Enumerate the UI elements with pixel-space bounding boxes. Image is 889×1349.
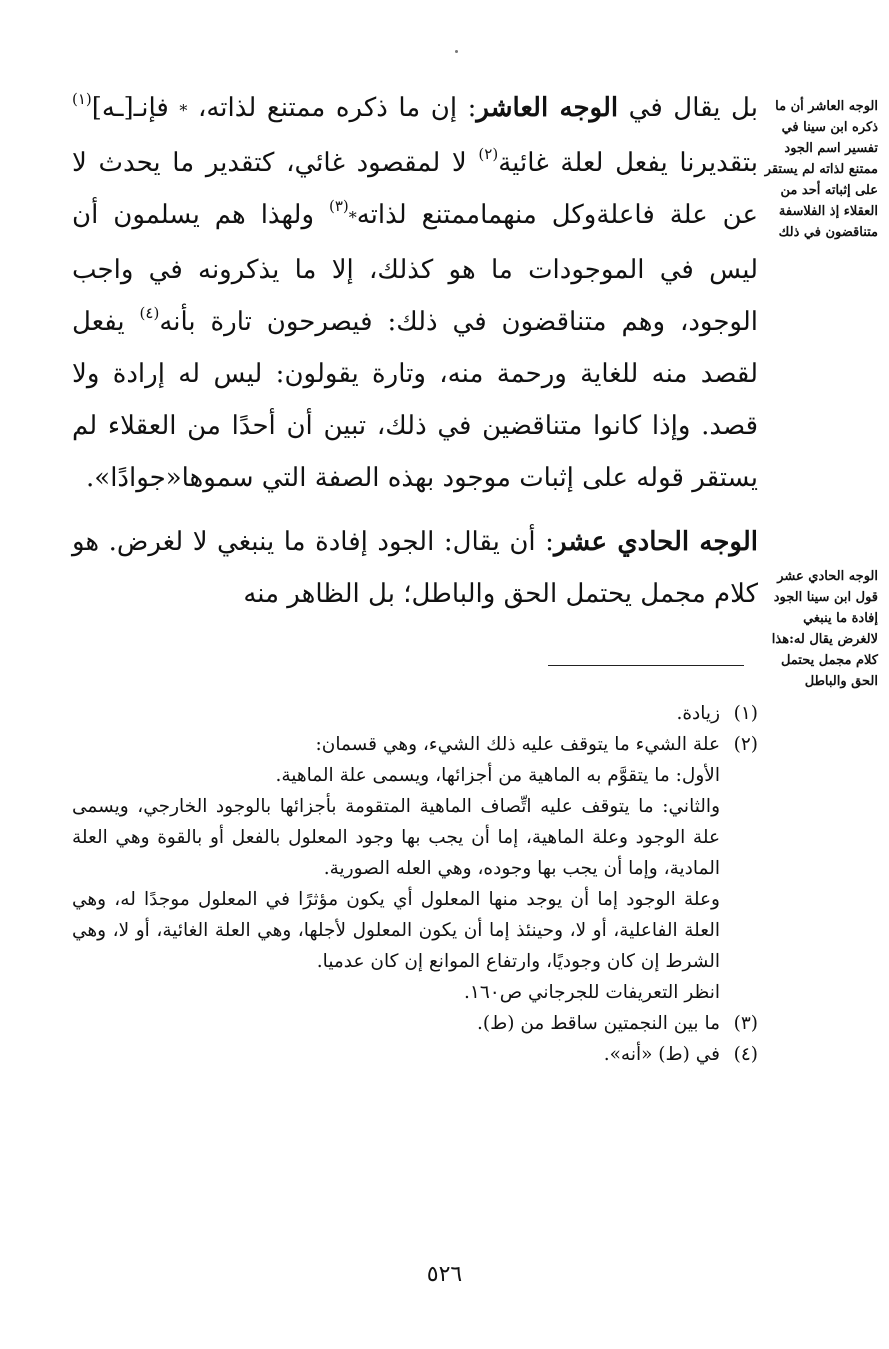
footnote-number: (٢) [733, 734, 758, 755]
footnotes [72, 698, 758, 1070]
page-number: ٥٢٦ [426, 1262, 463, 1287]
footnote-text: علة الشيء ما يتوقف عليه ذلك الشيء، وهي قسمان: [315, 734, 720, 755]
scan-dot [455, 50, 458, 53]
footnote-text: والثاني: ما يتوقف عليه اتِّصاف الماهية المتقومة بأجزائها بالوجود الخارجي، ويسمى علة الوجود وعلة الماهية، إما أن يجب بها وجود المعلول بالفعل أو بالقوة وهي العلة المادية، وإما أن يجب بها وجوده، وهي العله الصورية. [72, 796, 720, 879]
footnote-number: (٣) [733, 1013, 758, 1034]
footnote-ref-4[interactable]: (٤) [139, 304, 160, 322]
footnote-1 [72, 698, 758, 729]
asterisk-mark: * [348, 208, 357, 227]
footnote-number: (١) [733, 703, 758, 724]
footnote-text: في (ط) «أنه». [603, 1044, 720, 1065]
footnote-2 [72, 729, 758, 1008]
text-run: بتقديرنا يفعل لعلة غائية [498, 148, 759, 178]
footnote-ref-1[interactable]: (١) [72, 90, 92, 108]
asterisk-mark: * [179, 101, 188, 120]
footnote-text: زيادة. [676, 703, 720, 724]
footnote-ref-3[interactable]: (٣) [328, 197, 349, 215]
text-run: فإنـ[ـه] [91, 93, 180, 123]
heading-tenth: الوجه العاشر [476, 93, 619, 123]
footnote-number: (٤) [733, 1044, 758, 1065]
text-run: ولهذا هم يسلمون أن ليس في الموجودات ما هو كذلك، إلا ما يذكرونه في واجب الوجود، وهم متناقضون في ذلك: فيصرحون تارة بأنه [72, 200, 758, 337]
text-run: لا لمقصود غائي، كتقدير ما يحدث لا عن علة فاعلةوكل منهماممتنع لذاته [72, 148, 758, 230]
footnote-ref-2[interactable]: (٢) [478, 145, 499, 163]
footnote-text: الأول: ما يتقوَّم به الماهية من أجزائها، ويسمى علة الماهية. [275, 765, 720, 786]
heading-eleventh: الوجه الحادي عشر [553, 527, 758, 557]
paragraph-eleventh [72, 516, 758, 620]
text-run: بل يقال في [618, 93, 758, 123]
margin-note-2: الوجه الحادي عشر قول ابن سينا الجود إفادة ما ينبغي لالغرض يقال له:هذا كلام مجمل يحتمل الحق والباطل [771, 569, 878, 689]
footnote-4 [72, 1039, 758, 1070]
footnote-divider [548, 665, 744, 666]
main-text [72, 82, 758, 620]
text-run: : إن ما ذكره ممتنع لذاته، [187, 93, 477, 123]
margin-note-1: الوجه العاشر أن ما ذكره ابن سينا في تفسير اسم الجود ممتنع لذاته لم يستقر على إثباته أحد من العقلاء إذ الفلاسفة متناقضون في ذلك [764, 99, 878, 240]
footnote-text: انظر التعريفات للجرجاني ص١٦٠. [464, 982, 720, 1003]
paragraph-tenth [72, 82, 758, 504]
footnote-3 [72, 1008, 758, 1039]
footnote-text: وعلة الوجود إما أن يوجد منها المعلول أي يكون مؤثرًا في المعلول موجدًا له، وهي العلة الفاعلية، أو لا، وحينئذ إما أن يكون المعلول لأجلها، وهي العلة الغائية، أو لا، وهي الشرط إن كان وجوديًا، وارتفاع الموانع إن كان عدميا. [72, 889, 720, 972]
footnote-text: ما بين النجمتين ساقط من (ط). [477, 1013, 720, 1034]
text-run: يفعل لقصد منه للغاية ورحمة منه، وتارة يقولون: ليس له إرادة ولا قصد. وإذا كانوا متناقضين في ذلك، تبين أن أحدًا من العقلاء لم يستقر قوله على إثبات موجود بهذه الصفة التي سموها«جوادًا». [72, 307, 758, 493]
text-run: : أن يقال: الجود إفادة ما ينبغي لا لغرض. هو كلام مجمل يحتمل الحق والباطل؛ بل الظاهر منه [72, 527, 758, 609]
